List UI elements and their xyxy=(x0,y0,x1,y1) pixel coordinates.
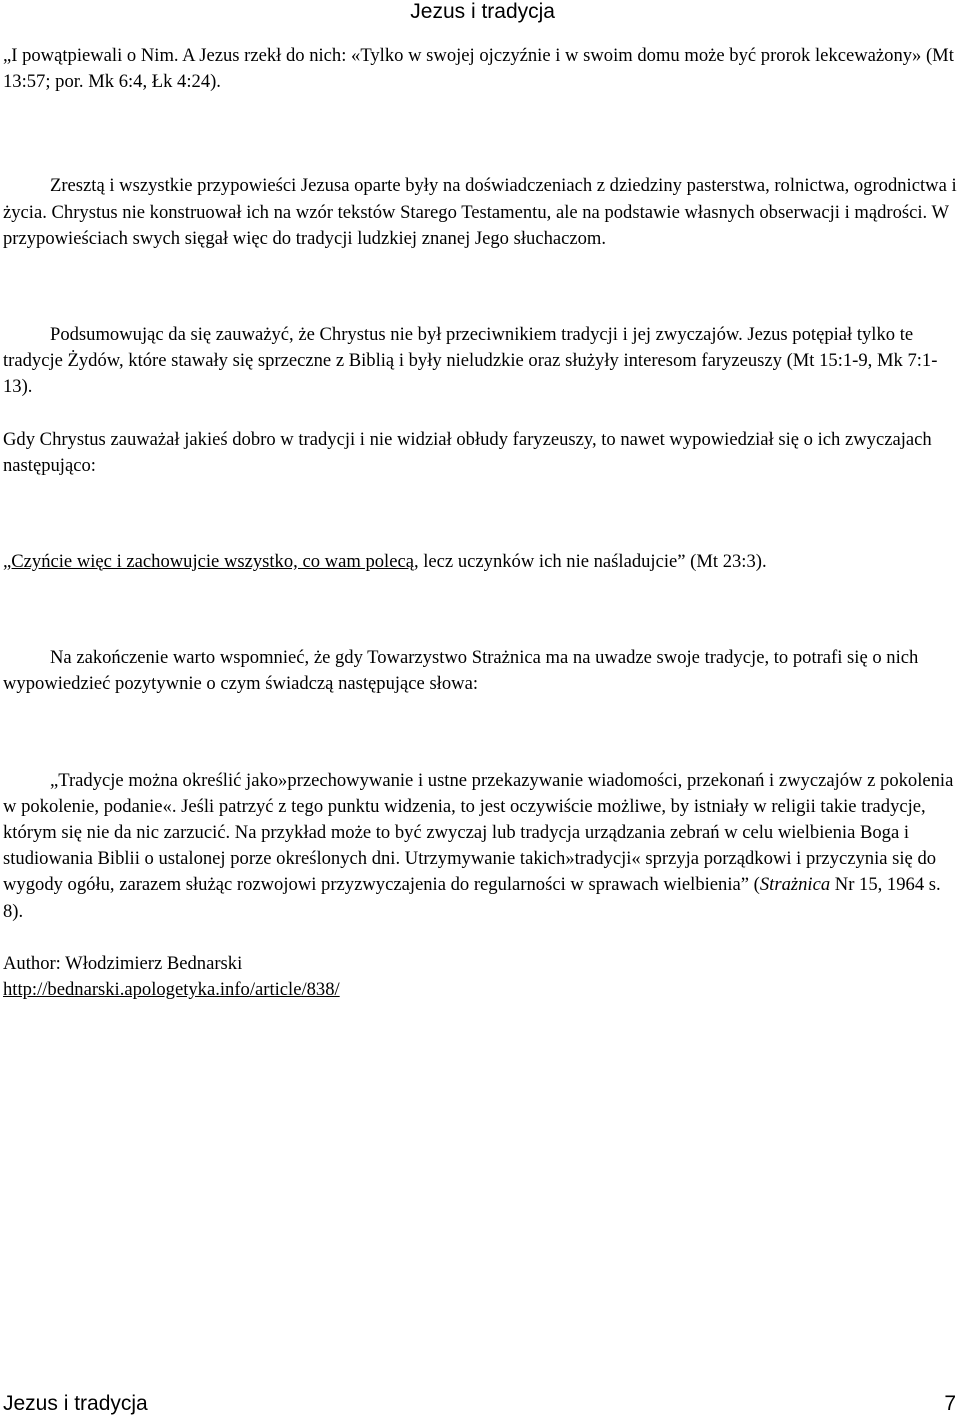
quote-rest: , lecz uczynków ich nie naśladujcie” (Mt 23:3). xyxy=(413,551,767,573)
paragraph-1: „I powątpiewali o Nim. A Jezus rzekł do nich: «Tylko w swojej ojczyźnie i w swoim domu może być prorok lekceważony» (Mt 13:57; por. Mk 6:4, Łk 4:24). xyxy=(3,45,954,93)
paragraph-7-text: „Tradycje można określić jako»przechowywanie i ustne przekazywanie wiadomości, przekonań i zwyczajów z pokolenia w pokolenie, podanie«. Jeśli patrzyć z tego punktu widzenia, to jest oczywiście możliwe, by istniały w religii takie tradycje, którym się nie da nic zarzucić. Na przykład może to być zwyczaj lub tradycja urządzania zebrań w celu wielbienia Boga i studiowania Biblii o ustalonej porze określonych dni. Utrzymywanie takich»tradycji« sprzyja porządkowi i przyczynia się do wygody ogółu, zarazem służąc rozwojowi przyzwyczajenia do regularności w sprawach wielbienia” ( xyxy=(3,769,954,896)
source-link-line xyxy=(3,977,958,1003)
page-footer-title: Jezus i tradycja xyxy=(3,1392,148,1415)
author-line: Author: Włodzimierz Bednarski xyxy=(3,952,243,974)
document-body xyxy=(3,43,958,1003)
paragraph-6-text: Na zakończenie warto wspomnieć, że gdy Towarzystwo Strażnica ma na uwadze swoje tradycje, to potrafi się o nich wypowiedzieć pozytywnie o czym świadczą następujące słowa: xyxy=(3,647,919,695)
paragraph-3 xyxy=(3,322,958,401)
paragraph-3-text: Podsumowując da się zauważyć, że Chrystus nie był przeciwnikiem tradycji i jej zwyczajów. Jezus potępiał tylko te tradycje Żydów, które stawały się sprzeczne z Biblią i były nieludzkie oraz służyły interesom faryzeuszy (Mt 15:1-9, Mk 7:1-13). xyxy=(3,324,938,398)
paragraph-7-italic: Strażnica xyxy=(759,874,831,896)
quote-underlined: „Czyńcie więc i zachowujcie wszystko, co wam polecą xyxy=(3,551,414,573)
paragraph-5 xyxy=(3,549,958,575)
page-number: 7 xyxy=(944,1392,956,1415)
paragraph-7 xyxy=(3,768,958,925)
page-header-title: Jezus i tradycja xyxy=(410,0,555,23)
paragraph-4: Gdy Chrystus zauważał jakieś dobro w tradycji i nie widział obłudy faryzeuszy, to nawet wypowiedział się o ich zwyczajach następująco: xyxy=(3,428,932,476)
paragraph-7-end: Nr 15, 1964 s. 8). xyxy=(3,874,941,922)
paragraph-6 xyxy=(3,645,958,697)
paragraph-2-text: Zresztą i wszystkie przypowieści Jezusa oparte były na doświadczeniach z dziedziny pasterstwa, rolnictwa, ogrodnictwa i życia. Chrystus nie konstruował ich na wzór tekstów Starego Testamentu, ale na podstawie własnych obserwacji i mądrości. W przypowieściach swych sięgał więc do tradycji ludzkiej znanej Jego słuchaczom. xyxy=(3,175,957,249)
paragraph-2 xyxy=(3,173,958,252)
source-link[interactable]: http://bednarski.apologetyka.info/article/838/ xyxy=(3,979,340,1001)
